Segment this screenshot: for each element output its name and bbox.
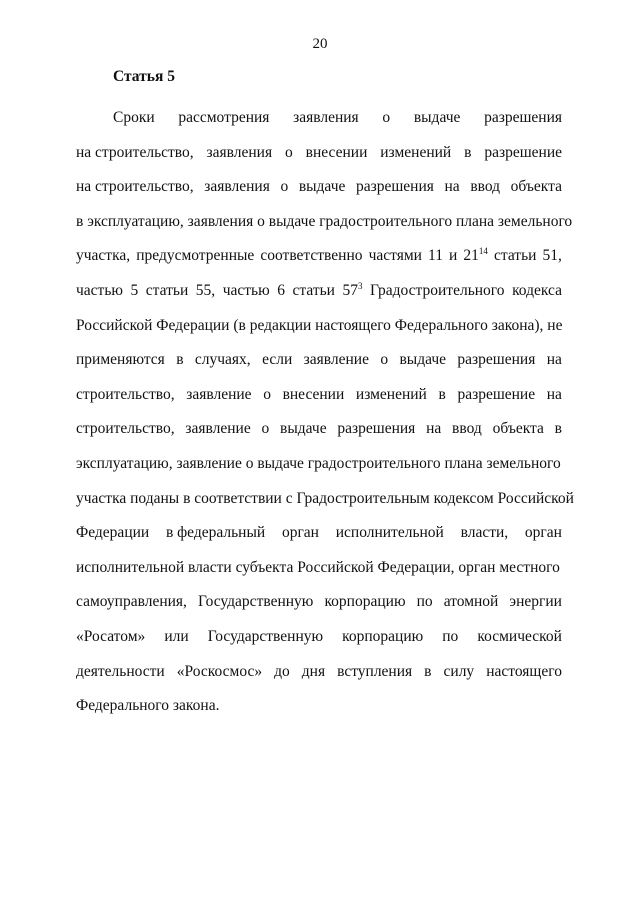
text-line bbox=[76, 316, 562, 351]
text-word: Государственную bbox=[197, 593, 314, 611]
text-word: заявление bbox=[303, 351, 369, 369]
text-word: Российской Федерации (в редакции настоящего Федерального закона), не bbox=[76, 316, 563, 334]
text-word: эксплуатацию, заявление о выдаче градостроительного плана земельного bbox=[76, 454, 561, 472]
text-line bbox=[76, 662, 562, 697]
text-word: частью bbox=[222, 281, 270, 299]
text-word: строительство, bbox=[76, 385, 175, 403]
text-word: 51, bbox=[542, 247, 562, 265]
text-line bbox=[76, 592, 562, 627]
text-line bbox=[76, 143, 562, 178]
text-word: заявления bbox=[204, 178, 270, 196]
superscript: 3 bbox=[358, 280, 363, 291]
text-line bbox=[76, 489, 574, 524]
text-word: заявления bbox=[206, 143, 273, 161]
text-word: 5 bbox=[130, 281, 139, 299]
text-word: Сроки bbox=[113, 109, 155, 126]
text-word: применяются bbox=[76, 351, 165, 369]
text-word: исполнительной власти субъекта Российской Федерации, орган местного bbox=[76, 558, 560, 576]
text-line bbox=[76, 523, 562, 558]
text-word: статьи bbox=[493, 247, 537, 265]
text-word: орган bbox=[281, 524, 319, 542]
text-word: в bbox=[424, 662, 432, 680]
text-word: $21^{14}$ bbox=[463, 246, 488, 265]
text-word: соответственно bbox=[260, 247, 363, 265]
text-word: выдаче bbox=[298, 178, 346, 196]
text-word: и bbox=[449, 247, 458, 265]
text-word: выдаче bbox=[280, 420, 327, 438]
text-word: на bbox=[546, 351, 562, 369]
text-word: выдаче bbox=[399, 351, 447, 369]
text-word: в bbox=[464, 143, 472, 161]
text-word: по bbox=[416, 593, 433, 611]
text-word: корпорацию bbox=[342, 627, 424, 645]
text-word: о bbox=[263, 385, 271, 403]
text-word: силу bbox=[443, 662, 475, 680]
text-word: в федеральный bbox=[165, 524, 266, 542]
page-number: 20 bbox=[312, 36, 328, 52]
text-word: объекта bbox=[510, 178, 562, 196]
text-line bbox=[76, 246, 562, 281]
text-word: 55, bbox=[195, 281, 216, 299]
text-word: случаях, bbox=[194, 351, 251, 369]
text-word: статьи bbox=[292, 281, 335, 299]
text-word: участка поданы в соответствии с Градостроительным кодексом Российской bbox=[76, 489, 574, 507]
text-word: деятельности bbox=[76, 662, 165, 680]
text-word: на строительство, bbox=[76, 143, 194, 161]
text-line bbox=[76, 419, 562, 454]
text-word: на строительство, bbox=[76, 178, 194, 196]
text-word: разрешение bbox=[457, 385, 536, 403]
text-word: ввод bbox=[452, 420, 482, 438]
text-word: дня bbox=[301, 662, 326, 680]
text-word: в bbox=[176, 351, 184, 369]
text-word: заявление bbox=[185, 420, 251, 438]
text-word: заявления bbox=[293, 109, 359, 126]
text-word: в bbox=[554, 420, 562, 438]
text-word: статьи bbox=[145, 281, 189, 299]
text-word: энергии bbox=[509, 593, 562, 611]
text-word: внесении bbox=[282, 385, 345, 403]
text-word: по bbox=[442, 627, 459, 645]
text-word: о bbox=[261, 420, 270, 438]
text-line bbox=[76, 350, 562, 385]
text-word: участка, bbox=[76, 247, 131, 265]
text-word: о bbox=[280, 178, 289, 196]
text-word: частью bbox=[76, 281, 123, 299]
article-body bbox=[76, 108, 574, 731]
text-word: Федерации bbox=[76, 524, 150, 542]
text-word: в эксплуатацию, заявления о выдаче градостроительного плана земельного bbox=[76, 212, 573, 230]
text-word: или bbox=[164, 627, 189, 645]
text-word: орган bbox=[524, 524, 562, 542]
text-line bbox=[76, 558, 562, 593]
text-line bbox=[76, 385, 562, 420]
superscript: 14 bbox=[478, 246, 488, 257]
text-word: выдаче bbox=[413, 109, 461, 126]
text-word: предусмотренные bbox=[136, 247, 255, 265]
text-line bbox=[76, 177, 562, 212]
text-word: вступления bbox=[337, 662, 413, 680]
text-word: частями bbox=[368, 247, 422, 265]
text-word: заявление bbox=[186, 385, 252, 403]
text-word: если bbox=[262, 351, 293, 369]
text-word: на bbox=[546, 385, 562, 403]
text-word: $57^3$ bbox=[342, 280, 363, 299]
text-word: настоящего bbox=[486, 662, 562, 680]
text-word: Градостроительного bbox=[370, 281, 505, 299]
text-line bbox=[76, 454, 562, 489]
text-word: «Роскосмос» bbox=[176, 662, 263, 680]
text-word: разрешение bbox=[484, 143, 562, 161]
text-word: власти, bbox=[460, 524, 509, 542]
text-word: на bbox=[444, 178, 460, 196]
text-word: корпорацию bbox=[324, 593, 406, 611]
text-word: космической bbox=[477, 627, 562, 645]
text-word: о bbox=[380, 351, 389, 369]
text-line bbox=[76, 281, 562, 316]
text-word: о bbox=[285, 143, 293, 161]
text-line bbox=[76, 696, 562, 731]
text-line bbox=[76, 108, 562, 143]
text-word: кодекса bbox=[512, 281, 562, 299]
text-word: внесении bbox=[305, 143, 368, 161]
text-word: 11 bbox=[428, 247, 443, 265]
text-word: на bbox=[426, 420, 442, 438]
text-word: разрешения bbox=[484, 109, 562, 126]
text-word: Федерального закона. bbox=[76, 697, 220, 715]
text-word: «Росатом» bbox=[76, 627, 146, 645]
text-line bbox=[76, 212, 573, 247]
text-word: о bbox=[382, 109, 391, 126]
text-word: исполнительной bbox=[335, 524, 444, 542]
text-word: изменений bbox=[355, 385, 427, 403]
text-word: строительство, bbox=[76, 420, 175, 438]
text-word: в bbox=[438, 385, 446, 403]
text-word: до bbox=[274, 662, 290, 680]
text-word: разрешения bbox=[337, 420, 416, 438]
text-word: 6 bbox=[277, 281, 285, 299]
article-title: Статья 5 bbox=[113, 68, 175, 85]
text-word: атомной bbox=[443, 593, 499, 611]
text-word: разрешения bbox=[457, 351, 536, 369]
text-line bbox=[76, 627, 562, 662]
text-word: изменений bbox=[380, 143, 452, 161]
text-word: Государственную bbox=[207, 627, 324, 645]
text-word: объекта bbox=[492, 420, 544, 438]
text-word: рассмотрения bbox=[178, 109, 270, 126]
text-word: разрешения bbox=[355, 178, 434, 196]
text-word: ввод bbox=[470, 178, 501, 196]
text-word: самоуправления, bbox=[76, 593, 187, 611]
